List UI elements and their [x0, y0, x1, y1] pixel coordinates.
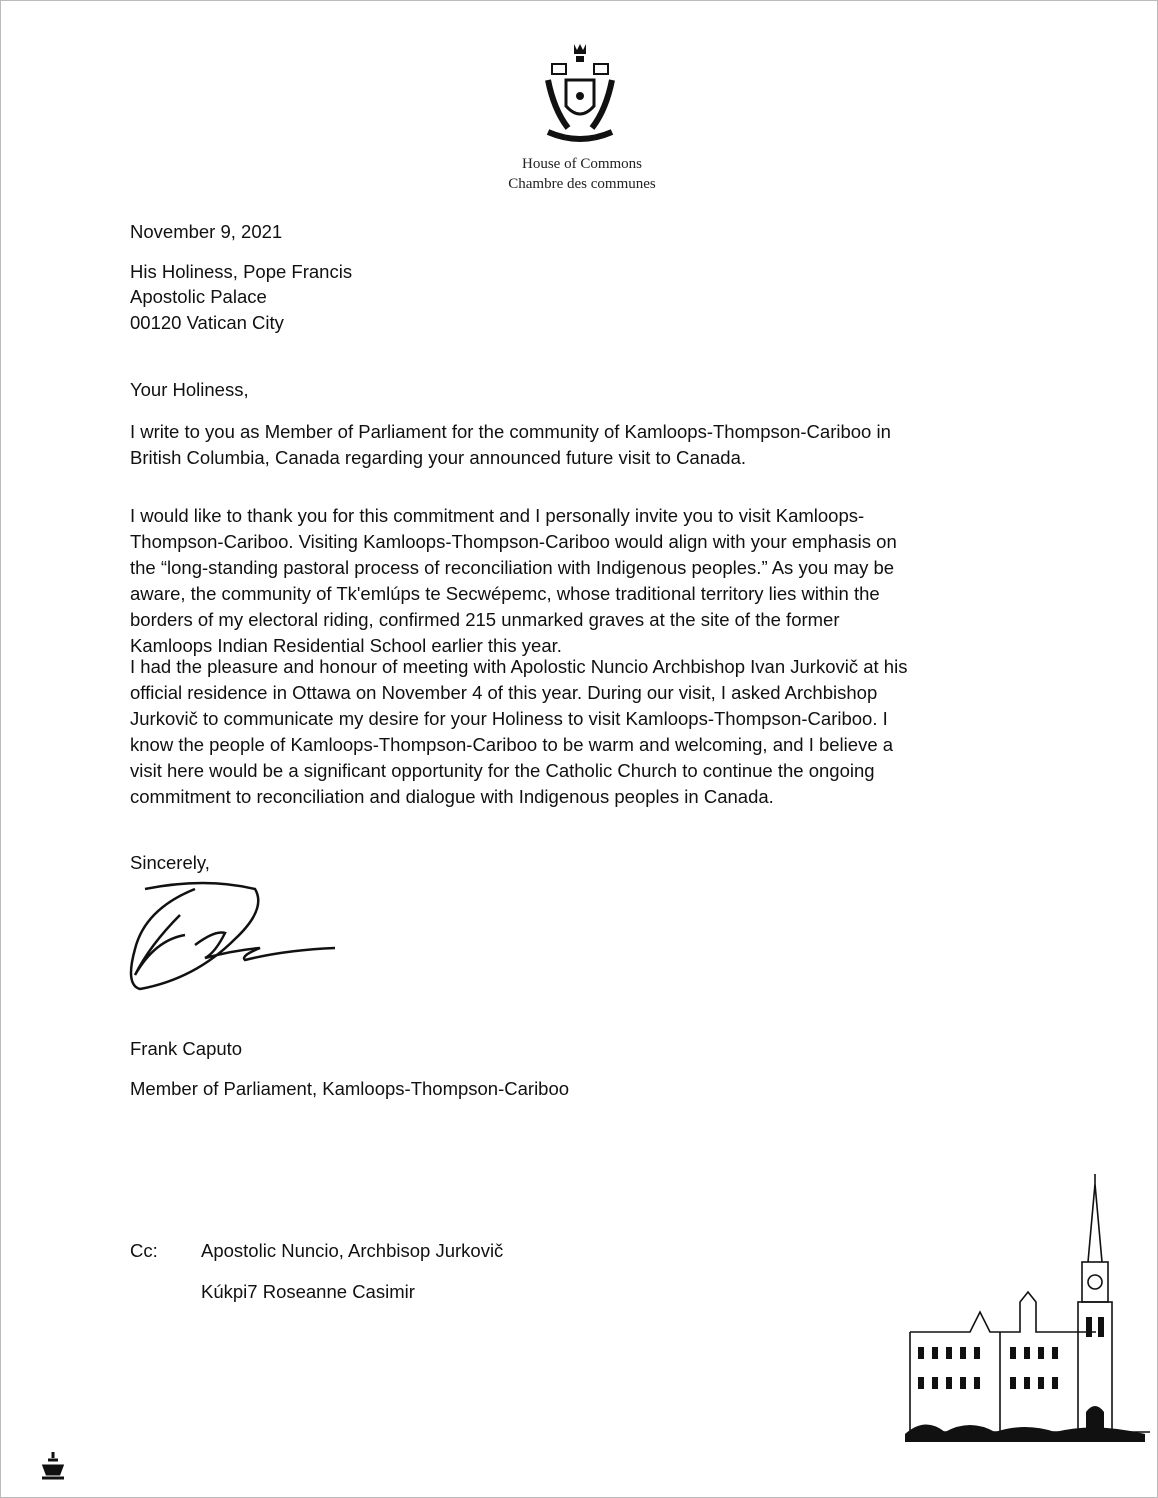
paragraph-line: Thompson-Cariboo. Visiting Kamloops-Thompson-Cariboo would align with your emphasis on — [130, 531, 897, 552]
cc-recipient: Apostolic Nuncio, Archbisop Jurkovič — [201, 1240, 504, 1261]
paragraph-line: visit here would be a significant opportunity for the Catholic Church to continue the ongoing — [130, 760, 875, 781]
letter-date: November 9, 2021 — [130, 221, 283, 242]
signer-title: Member of Parliament, Kamloops-Thompson-Cariboo — [130, 1078, 570, 1099]
paragraph-line: know the people of Kamloops-Thompson-Cariboo to be warm and welcoming, and I believe a — [130, 734, 894, 755]
paragraph-line: Kamloops Indian Residential School earlier this year. — [130, 635, 562, 656]
letterhead-org-fr: Chambre des communes — [508, 176, 656, 192]
recipient-line: His Holiness, Pope Francis — [130, 261, 353, 282]
paragraph-line: Jurkovič to communicate my desire for your Holiness to visit Kamloops-Thompson-Cariboo. I — [130, 708, 888, 729]
cc-recipient: Kúkpi7 Roseanne Casimir — [201, 1281, 415, 1302]
signer-name: Frank Caputo — [130, 1038, 243, 1059]
paragraph-line: I write to you as Member of Parliament for the community of Kamloops-Thompson-Cariboo in — [130, 421, 891, 442]
paragraph-line: the “long-standing pastoral process of reconciliation with Indigenous peoples.” As you may be — [130, 557, 895, 578]
closing: Sincerely, — [130, 852, 210, 873]
salutation: Your Holiness, — [130, 379, 249, 400]
recipient-line: Apostolic Palace — [130, 286, 267, 307]
paragraph-line: I had the pleasure and honour of meeting with Apolostic Nuncio Archbishop Ivan Jurkovič at his — [130, 656, 908, 677]
paragraph-line: I would like to thank you for this commitment and I personally invite you to visit Kamloops- — [130, 505, 865, 526]
parliament-building-illustration — [900, 1172, 1150, 1442]
paragraph-line: British Columbia, Canada regarding your announced future visit to Canada. — [130, 447, 747, 468]
cc-label: Cc: — [130, 1240, 158, 1261]
coat-of-arms-logo — [540, 40, 620, 150]
letterhead-org-en: House of Commons — [522, 156, 642, 172]
paragraph-line: aware, the community of Tk'emlúps te Secwépemc, whose traditional territory lies within the — [130, 583, 880, 604]
recycle-mark-icon — [40, 1450, 66, 1480]
paragraph-line: borders of my electoral riding, confirmed 215 unmarked graves at the site of the former — [130, 609, 840, 630]
paragraph-line: commitment to reconciliation and dialogue with Indigenous peoples in Canada. — [130, 786, 774, 807]
recipient-line: 00120 Vatican City — [130, 312, 284, 333]
handwritten-signature — [125, 875, 365, 1000]
paragraph-line: official residence in Ottawa on November 4 of this year. During our visit, I asked Archbishop — [130, 682, 878, 703]
